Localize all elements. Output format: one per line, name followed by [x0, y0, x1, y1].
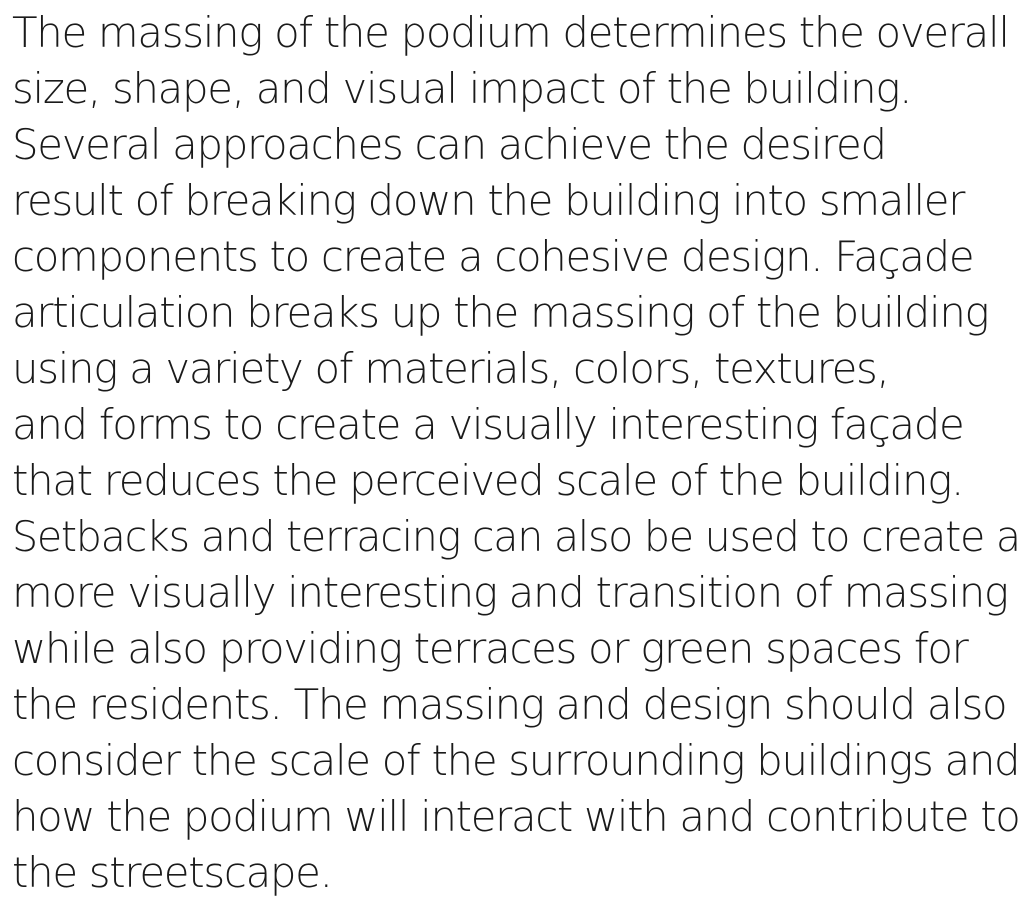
- paragraph-line: while also providing terraces or green spaces for: [12, 624, 968, 673]
- paragraph-line: result of breaking down the building into smaller: [12, 176, 965, 225]
- paragraph-line: more visually interesting and transition of massing: [12, 568, 1008, 617]
- body-paragraph: [12, 5, 1024, 901]
- paragraph-line: Several approaches can achieve the desired: [12, 120, 886, 169]
- paragraph-line: how the podium will interact with and contribute to: [12, 792, 1020, 841]
- paragraph-line: the residents. The massing and design should also: [12, 680, 1007, 729]
- paragraph-line: and forms to create a visually interesting façade: [12, 400, 964, 449]
- paragraph-line: size, shape, and visual impact of the building.: [12, 64, 912, 113]
- paragraph-line: that reduces the perceived scale of the building.: [12, 456, 964, 505]
- paragraph-line: Setbacks and terracing can also be used to create a: [12, 512, 1020, 561]
- paragraph-line: the streetscape.: [12, 848, 332, 897]
- paragraph-line: components to create a cohesive design. Façade: [12, 232, 974, 281]
- paragraph-line: consider the scale of the surrounding buildings and: [12, 736, 1020, 785]
- paragraph-line: using a variety of materials, colors, textures,: [12, 344, 889, 393]
- paragraph-line: articulation breaks up the massing of the building: [12, 288, 989, 337]
- paragraph-line: The massing of the podium determines the overall: [12, 8, 1009, 57]
